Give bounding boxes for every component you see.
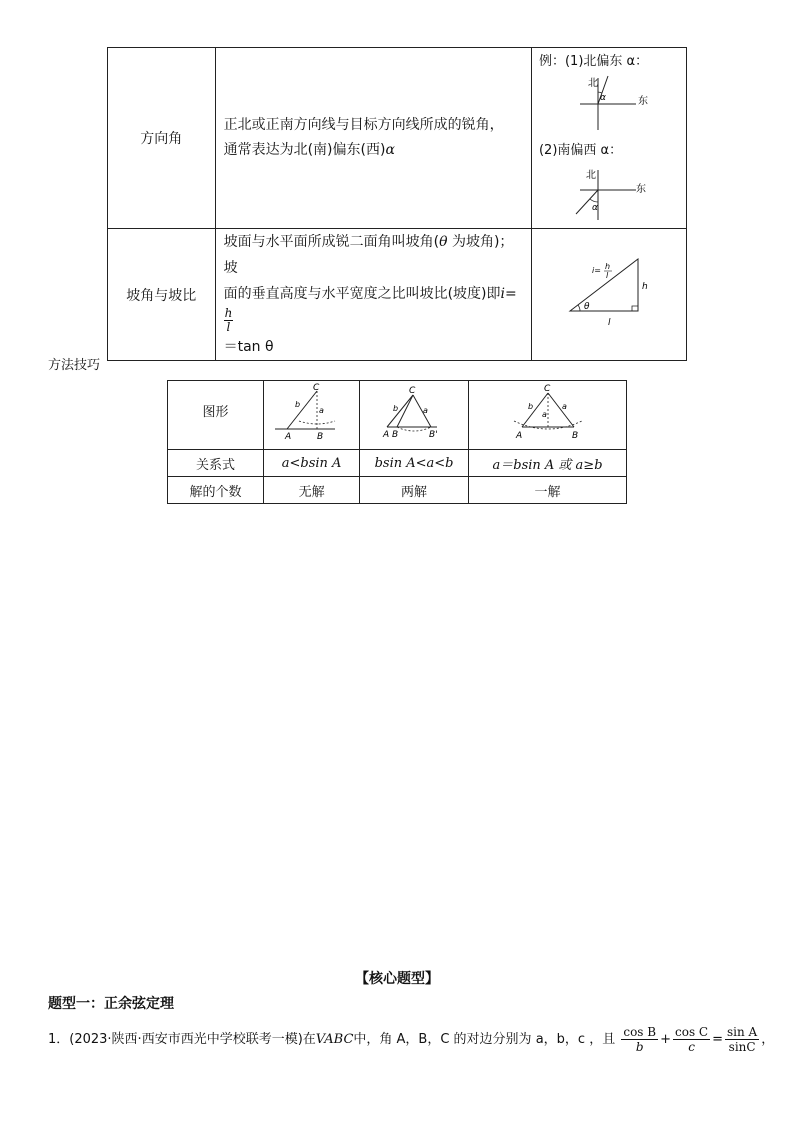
svg-text:A: A [516, 431, 523, 441]
term-cell [108, 229, 216, 361]
count-cell: 一解 [469, 477, 627, 504]
svg-text:a: a [423, 406, 428, 415]
term-slope-angle: 坡角与坡比 [126, 287, 197, 304]
svg-text:东: 东 [637, 96, 648, 107]
angle-definition-table [107, 47, 687, 361]
row-label: 图形 [168, 381, 264, 450]
svg-text:B: B [392, 430, 399, 440]
core-question-types-title: 【核心题型】 [355, 971, 439, 987]
figure-one-solution [469, 381, 627, 450]
table-row-relations [168, 450, 627, 477]
svg-text:C: C [544, 384, 551, 394]
triangle-figure-no-solution [265, 381, 358, 445]
svg-text:a: a [542, 410, 547, 419]
figure-two-solutions [360, 381, 469, 450]
fraction-cosb-over-b: $\frac{\text{cos B}}{b}$ [623, 1025, 657, 1054]
section-label: 方法技巧 [48, 358, 101, 373]
definition-line: 通常表达为北(南)偏东(西)α [223, 142, 395, 158]
definition-line: 坡面与水平面所成锐二面角叫坡角(θ 为坡角)；坡 [223, 234, 514, 276]
svg-text:α: α [599, 93, 606, 103]
svg-text:B: B [572, 431, 579, 441]
svg-text:东: 东 [635, 184, 646, 195]
triangle-figure-two-solutions [361, 381, 467, 445]
svg-text:l: l [605, 270, 609, 280]
slope-diagram-cell [531, 229, 686, 361]
table-row-counts [168, 477, 627, 504]
svg-text:l: l [607, 317, 611, 328]
svg-text:a: a [562, 402, 567, 411]
row-label: 解的个数 [168, 477, 264, 504]
svg-text:北: 北 [587, 78, 598, 89]
svg-text:b: b [393, 404, 399, 413]
relation-cell: a<bsin A [264, 450, 360, 477]
term-direction-angle: 方向角 [140, 131, 183, 147]
svg-text:h: h [641, 281, 648, 292]
svg-text:B: B [317, 432, 324, 442]
figure-no-solution [264, 381, 360, 450]
definition-line: ＝tan θ [223, 339, 274, 355]
table-row-direction-angle [108, 48, 687, 229]
svg-text:A: A [285, 432, 292, 442]
h-over-l-fraction: $\frac{h}{l}$ [224, 306, 233, 334]
fraction-sina-over-sinc: $\frac{\text{sin A}}{\sin C}$ [727, 1025, 758, 1054]
svg-text:b: b [528, 402, 534, 411]
definition-line: 面的垂直高度与水平宽度之比叫坡比(坡度)即i= $\frac{h}{l}$ [223, 286, 517, 334]
question-1: 1．(2023·陕西·西安市西光中学校联考一模)在VABC中，角 A，B，C 的对边分别为 a，b，c ，且 $\frac{\text{cos B}}{b}$ + $\frac{\text{cos C}}{c}$ = $\frac{\text{sin A}}{\sin C}$ ， [48, 1025, 775, 1054]
definition-cell [215, 229, 531, 361]
svg-text:C: C [409, 386, 416, 396]
triangle-figure-one-solution [470, 381, 625, 445]
north-east-diagram [572, 74, 652, 132]
definition-cell [215, 48, 531, 229]
relation-cell: bsin A<a<b [360, 450, 469, 477]
svg-text:b: b [295, 400, 301, 409]
table-row-figures [168, 381, 627, 450]
svg-text:i=: i= [591, 265, 601, 275]
svg-text:北: 北 [585, 170, 596, 181]
relation-cell: a＝bsin A 或 a≥b [469, 450, 627, 477]
fraction-cosc-over-c: $\frac{\text{cos C}}{c}$ [675, 1025, 709, 1054]
example-label-1: 例：(1)北偏东 α： [538, 54, 649, 69]
svg-text:h: h [604, 261, 611, 271]
svg-text:A: A [383, 430, 390, 440]
term-cell [108, 48, 216, 229]
solution-count-table [167, 380, 627, 504]
row-label: 关系式 [168, 450, 264, 477]
definition-line: 正北或正南方向线与目标方向线所成的锐角， [223, 117, 504, 133]
slope-triangle-diagram [532, 245, 686, 341]
count-cell: 无解 [264, 477, 360, 504]
question-type-title: 题型一：正余弦定理 [48, 996, 174, 1012]
svg-text:a: a [319, 406, 324, 415]
example-label-2: (2)南偏西 α： [538, 143, 623, 158]
svg-text:θ: θ [583, 301, 590, 312]
svg-text:C: C [313, 383, 320, 393]
svg-text:B': B' [429, 430, 438, 440]
south-west-diagram [572, 166, 652, 222]
table-row-slope-angle [108, 229, 687, 361]
count-cell: 两解 [360, 477, 469, 504]
example-cell [531, 48, 686, 229]
svg-text:α: α [591, 203, 598, 213]
